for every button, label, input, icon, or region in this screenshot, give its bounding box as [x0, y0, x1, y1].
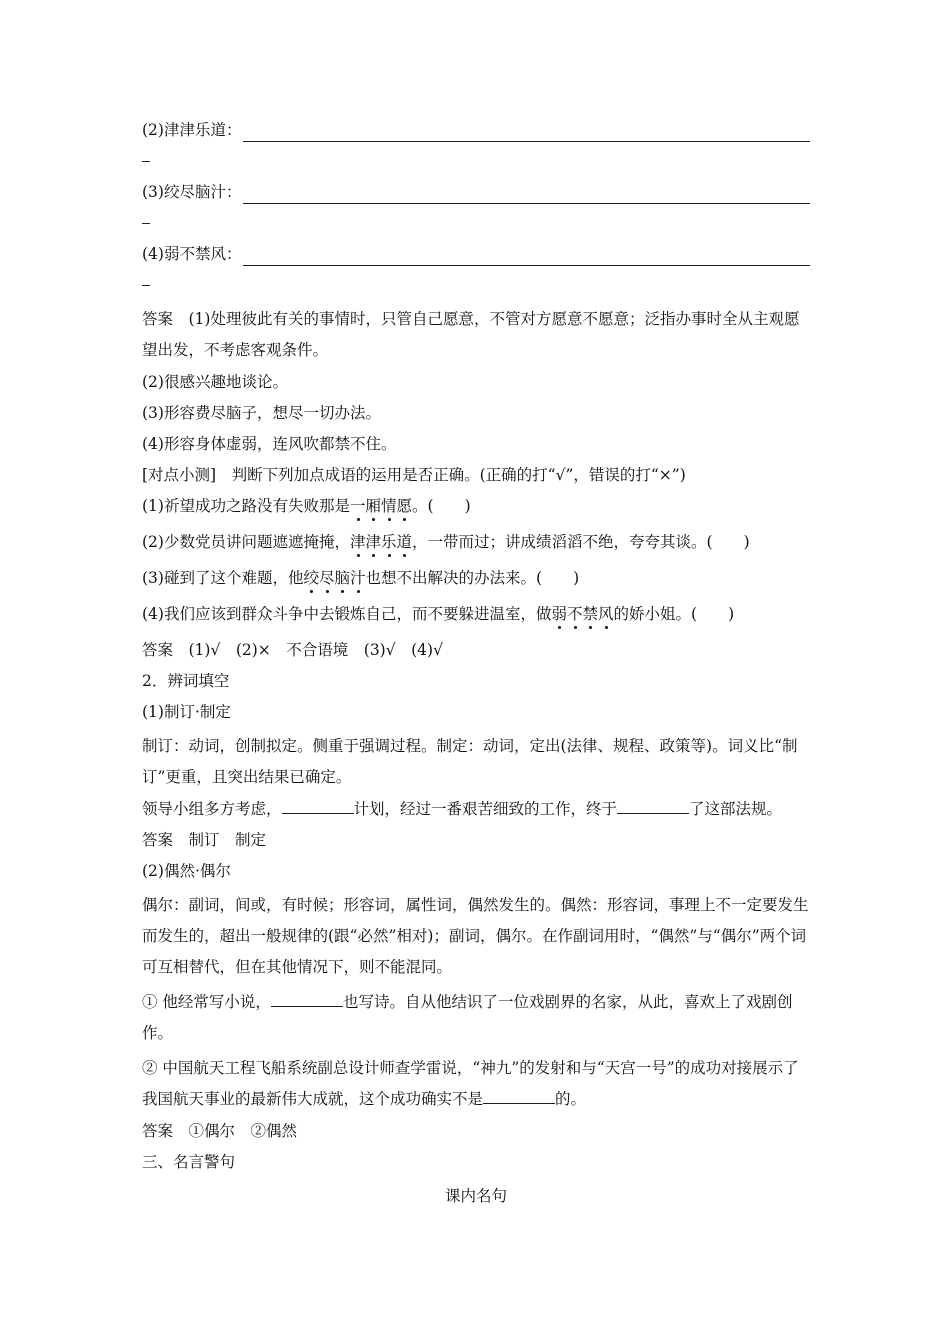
q2-prefix: (2)少数党员讲问题遮遮掩掩， [142, 533, 350, 551]
dotted-char: 绞 [303, 569, 319, 587]
part-1-answer: 答案 制订 制定 [142, 831, 267, 849]
part-2-answer: 答案 ①偶尔 ②偶然 [142, 1122, 298, 1140]
part-1-question-c: 了这部法规。 [689, 800, 783, 818]
part-2-q1-b: 也写诗。自从他结识了一位戏剧界的名家，从此，喜欢上了戏剧创作。 [142, 993, 793, 1042]
item-3-row [142, 180, 810, 204]
part-2-q2-b: 的。 [555, 1090, 587, 1108]
part-1-text: 制订：动词，创制拟定。侧重于强调过程。制定：动词，定出(法律、规程、政策等)。词义比“制订”更重，且突出结果已确定。 [142, 737, 798, 786]
q3-prefix: (3)碰到了这个难题，他 [142, 569, 304, 587]
q3-suffix: 也想不出解决的办法来。( ) [365, 569, 580, 587]
fill-blank-3[interactable] [271, 992, 343, 1007]
q1-suffix: 。( ) [412, 497, 471, 515]
answer-1-line-2: (2)很感兴趣地谈论。 [142, 373, 288, 391]
fill-blank-2[interactable] [617, 799, 689, 814]
part-2-question-1 [142, 987, 810, 1049]
q2-suffix: ，一带而过；讲成绩滔滔不绝，夸夸其谈。( ) [412, 533, 750, 551]
dotted-char: 风 [598, 605, 614, 623]
answer-line-2-overflow [142, 149, 150, 162]
part-1-question-b: 计划，经过一番艰苦细致的工作，终于 [353, 800, 618, 818]
answer-1-line-4: (4)形容身体虚弱，连风吹都禁不住。 [142, 435, 397, 453]
dotted-char: 一 [349, 497, 366, 515]
test-question-1 [142, 494, 810, 518]
dotted-char: 汁 [350, 569, 366, 587]
dotted-char: 脑 [334, 569, 351, 587]
part-2-question-2 [142, 1053, 810, 1115]
answer-line-4-overflow [142, 273, 150, 286]
item-3-label: (3)绞尽脑汁： [142, 183, 242, 201]
dotted-char: 厢 [365, 497, 381, 515]
part-1-question-a: 领导小组多方考虑， [142, 800, 282, 818]
dotted-char: 弱 [551, 605, 567, 623]
q4-suffix: 的娇小姐。( ) [613, 605, 735, 623]
part-1-question [142, 797, 810, 821]
answer-line-2[interactable] [243, 125, 810, 142]
section-2-title: 2．辨词填空 [142, 672, 230, 690]
dotted-char: 津 [349, 533, 366, 551]
answer-line-3[interactable] [243, 187, 810, 204]
dotted-char: 不 [566, 605, 583, 623]
q4-prefix: (4)我们应该到群众斗争中去锻炼自己，而不要躲进温室，做 [142, 605, 552, 623]
document-page [142, 118, 810, 1215]
dotted-char: 情 [381, 497, 397, 515]
part-2-q1-a: ① 他经常写小说， [142, 993, 271, 1011]
part-2-q2-a: ② 中国航天工程飞船系统副总设计师查学雷说，“神九”的发射和与“天宫一号”的成功对接展示了我国航天事业的最新伟大成就，这个成功确实不是 [142, 1059, 799, 1108]
section-3-title: 三、名言警句 [142, 1153, 236, 1171]
test-question-2 [142, 530, 810, 554]
dotted-char: 尽 [318, 569, 335, 587]
q1-prefix: (1)祈望成功之路没有失败那是 [142, 497, 350, 515]
item-2-row [142, 118, 810, 142]
test-answer: 答案 (1)√ (2)× 不合语境 (3)√ (4)√ [142, 641, 443, 659]
answer-line-3-overflow [142, 211, 150, 224]
fill-blank-1[interactable] [282, 799, 354, 814]
part-2-title: (2)偶然·偶尔 [142, 862, 231, 880]
answer-1-line-1: 答案 (1)处理彼此有关的事情时，只管自己愿意，不管对方愿意不愿意；泛指办事时全从主观愿望出发，不考虑客观条件。 [142, 310, 800, 359]
dotted-char: 愿 [396, 497, 413, 515]
dotted-char: 禁 [582, 605, 599, 623]
test-question-4 [142, 602, 810, 626]
dotted-char: 津 [365, 533, 381, 551]
test-header: [对点小测] 判断下列加点成语的运用是否正确。(正确的打“√”，错误的打“×”) [142, 466, 686, 484]
answer-1-line-3: (3)形容费尽脑子，想尽一切办法。 [142, 404, 381, 422]
fill-blank-4[interactable] [483, 1089, 555, 1104]
section-3-subtitle: 课内名句 [444, 1187, 507, 1205]
item-4-label: (4)弱不禁风： [142, 245, 242, 263]
answer-line-4[interactable] [243, 249, 810, 266]
test-question-3 [142, 566, 810, 590]
part-1-title: (1)制订·制定 [142, 703, 231, 721]
item-4-row [142, 242, 810, 266]
item-2-label: (2)津津乐道： [142, 121, 242, 139]
part-2-text: 偶尔：副词，间或，有时候；形容词，属性词，偶然发生的。偶然：形容词，事理上不一定要发生而发生的，超出一般规律的(跟“必然”相对)；副词，偶尔。在作副词用时，“偶然”与“偶尔”两个词可互相替代，但在其他情况下，则不能混同。 [142, 896, 809, 976]
dotted-char: 乐 [381, 533, 397, 551]
dotted-char: 道 [396, 533, 413, 551]
